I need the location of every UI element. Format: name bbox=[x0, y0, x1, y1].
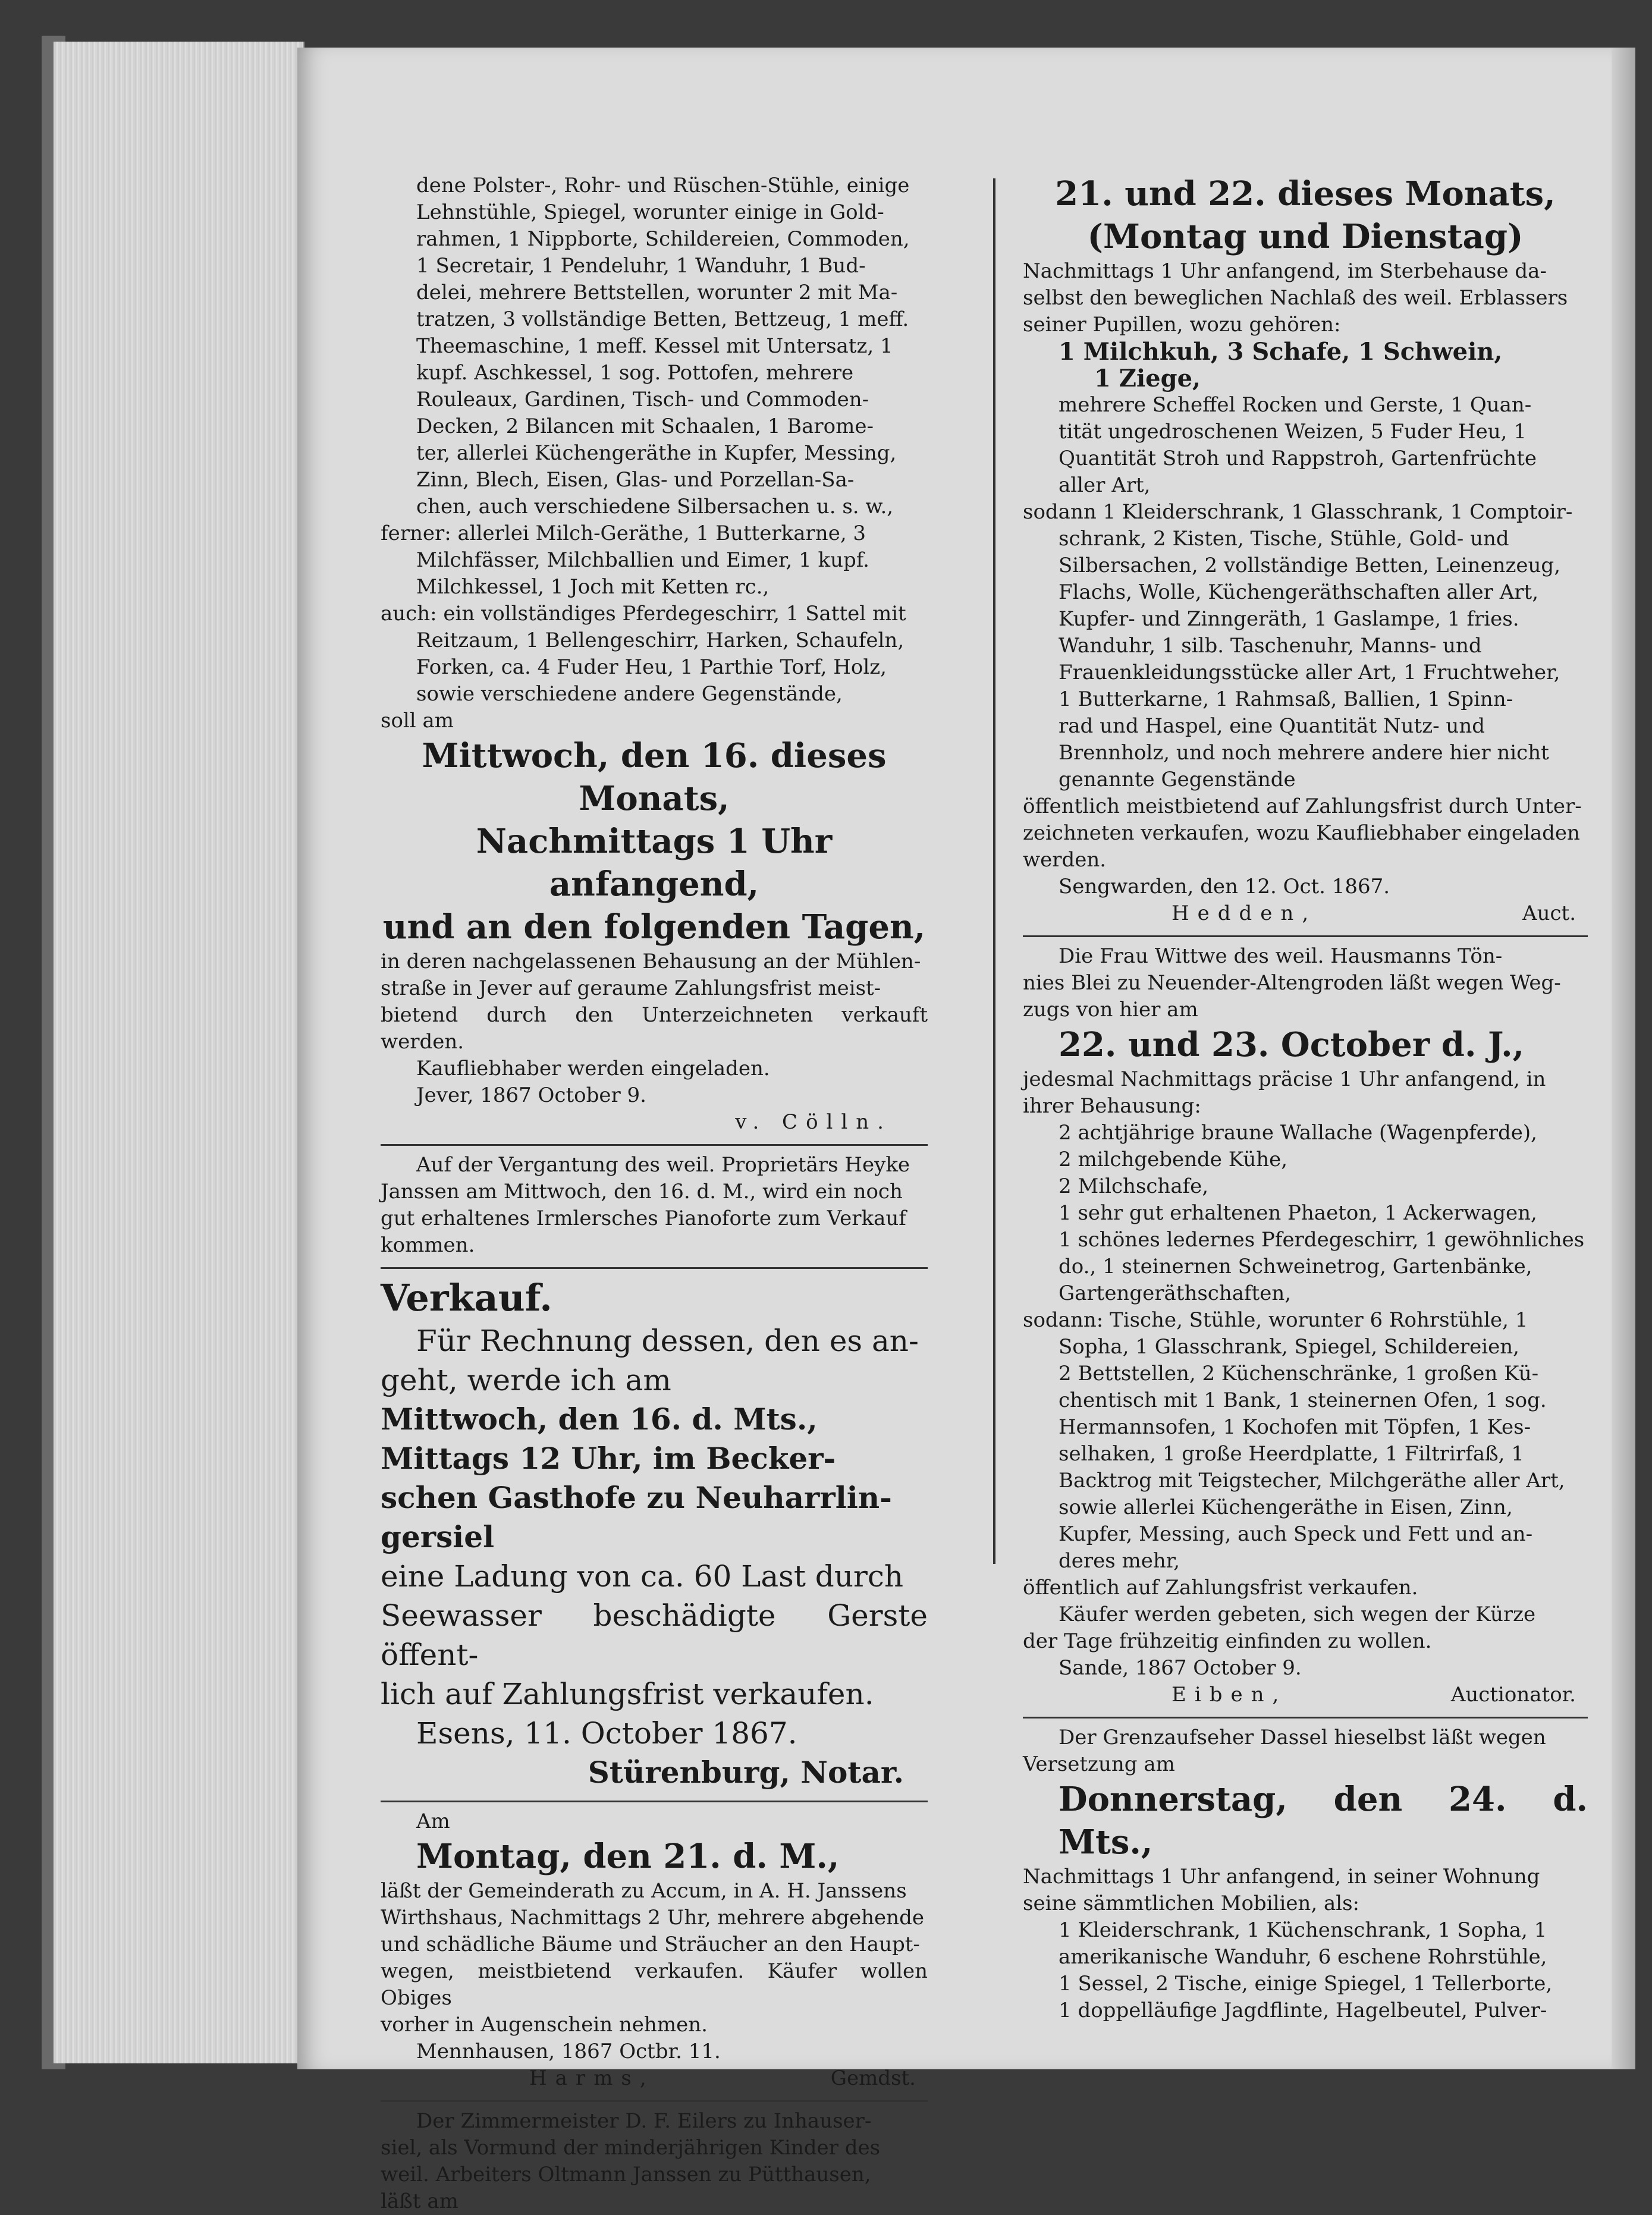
heading-line: Nachmittags 1 Uhr anfangend, bbox=[476, 822, 833, 904]
text-line: Nachmittags 1 Uhr anfangend, in seiner Wohnung bbox=[1023, 1865, 1540, 1889]
newspaper-page bbox=[297, 48, 1635, 2213]
ad-verkauf-esens bbox=[381, 1275, 928, 1792]
text-line: 1 sehr gut erhaltenen Phaeton, 1 Ackerwagen, bbox=[1059, 1201, 1537, 1225]
text-line: auch: ein vollständiges Pferdegeschirr, 1 Sattel mit bbox=[381, 602, 906, 626]
text-line: vorher in Augenschein nehmen. bbox=[381, 2013, 708, 2037]
text-line: straße in Jever auf geraume Zahlungsfrist meist- bbox=[381, 976, 881, 1000]
text-line: Käufer werden gebeten, sich wegen der Kürze bbox=[1059, 1603, 1536, 1626]
text-line: werden. bbox=[1023, 848, 1107, 872]
heading-line: Montag, den 21. d. M., bbox=[416, 1837, 840, 1876]
text-line: lich auf Zahlungsfrist verkaufen. bbox=[381, 1677, 874, 1711]
text-line: Esens, 11. October 1867. bbox=[416, 1716, 797, 1751]
heading-line: 21. und 22. dieses Monats, bbox=[1055, 174, 1556, 213]
text-line: Jever, 1867 October 9. bbox=[416, 1083, 646, 1107]
text-line: öffentlich auf Zahlungsfrist verkaufen. bbox=[1023, 1576, 1418, 1600]
column-divider bbox=[993, 178, 995, 1564]
signature-title: Auctionator. bbox=[1450, 1683, 1576, 1707]
signature-row bbox=[1023, 1682, 1588, 1708]
text-line: Wirthshaus, Nachmittags 2 Uhr, mehrere abgehende bbox=[381, 1906, 924, 1930]
heading-line: Donnerstag, den 24. d. Mts., bbox=[1059, 1780, 1588, 1862]
ad-separator bbox=[381, 1801, 928, 1802]
left-column bbox=[381, 172, 928, 2215]
text-line: aller Art, bbox=[1059, 473, 1151, 497]
text-line: rad und Haspel, eine Quantität Nutz- und bbox=[1059, 714, 1485, 738]
signature-name: Eiben, bbox=[1172, 1683, 1287, 1707]
ad-accum-trees bbox=[381, 1808, 928, 2092]
text-line: delei, mehrere Bettstellen, worunter 2 mit Ma- bbox=[416, 281, 898, 304]
text-line: 1 Kleiderschrank, 1 Küchenschrank, 1 Sopha, 1 bbox=[1059, 1918, 1547, 1942]
ad-dassel bbox=[1023, 1724, 1588, 2024]
text-line: Quantität Stroh und Rappstroh, Gartenfrüchte bbox=[1059, 447, 1537, 470]
heading-line: Mittags 12 Uhr, im Becker- bbox=[381, 1441, 836, 1476]
right-column bbox=[1023, 172, 1588, 2024]
text-line: Sande, 1867 October 9. bbox=[1059, 1656, 1302, 1680]
text-line: öffentlich meistbietend auf Zahlungsfrist durch Unter- bbox=[1023, 794, 1582, 818]
ad-separator bbox=[1023, 1717, 1588, 1718]
text-line: geht, werde ich am bbox=[381, 1363, 671, 1397]
text-line: weil. Arbeiters Oltmann Janssen zu Pütthausen, bbox=[381, 2163, 871, 2186]
text-line: kupf. Aschkessel, 1 sog. Pottofen, mehrere bbox=[416, 361, 854, 385]
text-line: ter, allerlei Küchengeräthe in Kupfer, Messing, bbox=[416, 441, 897, 465]
signature: Stürenburg, Notar. bbox=[588, 1755, 904, 1790]
text-line: jedesmal Nachmittags präcise 1 Uhr anfangend, in bbox=[1023, 1067, 1546, 1091]
ad1-date-heading bbox=[1023, 172, 1588, 258]
heading-line: gersiel bbox=[381, 1519, 495, 1554]
ad1-items bbox=[381, 172, 928, 520]
items bbox=[1023, 1917, 1588, 2024]
text-line: Hermannsofen, 1 Kochofen mit Töpfen, 1 Kes- bbox=[1059, 1415, 1531, 1439]
text-line: Seewasser beschädigte Gerste öffent- bbox=[381, 1598, 928, 1672]
text-line: Gartengeräthschaften, bbox=[1059, 1281, 1292, 1305]
text-line: Der Grenzaufseher Dassel hieselbst läßt wegen bbox=[1059, 1726, 1546, 1749]
text-line: selbst den beweglichen Nachlaß des weil. Erblassers bbox=[1023, 286, 1568, 310]
text-line: selhaken, 1 große Heerdplatte, 1 Filtrirfaß, 1 bbox=[1059, 1442, 1524, 1466]
animals bbox=[1023, 338, 1588, 392]
text-line: genannte Gegenstände bbox=[1059, 768, 1296, 791]
text-line: Zinn, Blech, Eisen, Glas- und Porzellan-Sa- bbox=[416, 468, 855, 492]
text-line: Reitzaum, 1 Bellengeschirr, Harken, Schaufeln, bbox=[416, 629, 904, 652]
signature-row bbox=[381, 2065, 928, 2092]
text-line: 1 Secretair, 1 Pendeluhr, 1 Wanduhr, 1 Bud- bbox=[416, 254, 866, 278]
text-line: Nachmittags 1 Uhr anfangend, im Sterbehause da- bbox=[1023, 259, 1547, 283]
ad-pianoforte bbox=[381, 1152, 928, 1259]
text-line: Kupfer, Messing, auch Speck und Fett und an- bbox=[1059, 1522, 1533, 1546]
text-line: siel, als Vormund der minderjährigen Kinder des bbox=[381, 2136, 881, 2160]
text-line: deres mehr, bbox=[1059, 1549, 1180, 1573]
text-line: kommen. bbox=[381, 1233, 475, 1257]
text-line: ihrer Behausung: bbox=[1023, 1094, 1201, 1118]
text-line: Forken, ca. 4 Fuder Heu, 1 Parthie Torf, Holz, bbox=[416, 655, 887, 679]
text-line: schrank, 2 Kisten, Tische, Stühle, Gold- und bbox=[1059, 527, 1509, 551]
text-line: ferner: allerlei Milch-Geräthe, 1 Butterkarne, 3 bbox=[381, 521, 866, 545]
text-line: Mennhausen, 1867 Octbr. 11. bbox=[416, 2040, 721, 2063]
items bbox=[1023, 392, 1588, 499]
text-line: soll am bbox=[381, 709, 454, 733]
text-line: rahmen, 1 Nippborte, Schildereien, Commoden, bbox=[416, 227, 910, 251]
text-line: läßt am bbox=[381, 2189, 458, 2213]
heading-line: (Montag und Dienstag) bbox=[1087, 217, 1524, 256]
ad-neuender bbox=[1023, 943, 1588, 1708]
text-line: 1 Sessel, 2 Tische, einige Spiegel, 1 Tellerborte, bbox=[1059, 1972, 1553, 1996]
text-line: sodann: Tische, Stühle, worunter 6 Rohrstühle, 1 bbox=[1023, 1308, 1528, 1332]
text-line: Der Zimmermeister D. F. Eilers zu Inhauser- bbox=[416, 2109, 872, 2133]
text-line: dene Polster-, Rohr- und Rüschen-Stühle, einige bbox=[416, 174, 910, 197]
text-line: Decken, 2 Bilancen mit Schaalen, 1 Barome- bbox=[416, 414, 874, 438]
text-line: seine sämmtlichen Mobilien, als: bbox=[1023, 1892, 1359, 1915]
text-line: und schädliche Bäume und Sträucher an den Haupt- bbox=[381, 1933, 920, 1956]
text-line: Rouleaux, Gardinen, Tisch- und Commoden- bbox=[416, 388, 869, 411]
text-line: Am bbox=[416, 1809, 450, 1833]
text-line: 1 Milchkuh, 3 Schafe, 1 Schwein, bbox=[1059, 338, 1503, 366]
text-line: chentisch mit 1 Bank, 1 steinernen Ofen, 1 sog. bbox=[1059, 1388, 1547, 1412]
text-line: läßt der Gemeinderath zu Accum, in A. H. Janssens bbox=[381, 1879, 907, 1903]
text-line: gut erhaltenes Irmlersches Pianoforte zum Verkauf bbox=[381, 1207, 906, 1230]
text-line: Kaufliebhaber werden eingeladen. bbox=[416, 1057, 770, 1080]
text-line: Kupfer- und Zinngeräth, 1 Gaslampe, 1 fries. bbox=[1059, 607, 1519, 631]
text-line: Theemaschine, 1 meff. Kessel mit Untersatz, 1 bbox=[416, 334, 893, 358]
text-line: amerikanische Wanduhr, 6 eschene Rohrstühle, bbox=[1059, 1945, 1547, 1969]
ad1-date-heading bbox=[381, 734, 928, 948]
signature-row bbox=[1023, 900, 1588, 927]
text-line: eine Ladung von ca. 60 Last durch bbox=[381, 1559, 904, 1594]
text-line: Sopha, 1 Glasschrank, Spiegel, Schildereien, bbox=[1059, 1335, 1519, 1359]
signature-title: Gemdst. bbox=[830, 2066, 916, 2090]
signature-title: Auct. bbox=[1522, 901, 1576, 925]
ad-separator bbox=[381, 1144, 928, 1146]
ad-title: Verkauf. bbox=[381, 1276, 552, 1319]
signature-name: Harms, bbox=[529, 2066, 655, 2090]
text-line: zeichneten verkaufen, wozu Kaufliebhaber eingeladen bbox=[1023, 821, 1580, 845]
text-line: Die Frau Wittwe des weil. Hausmanns Tön- bbox=[1059, 944, 1503, 968]
text-line: do., 1 steinernen Schweinetrog, Gartenbänke, bbox=[1059, 1255, 1532, 1278]
text-line: nies Blei zu Neuender-Altengroden läßt wegen Weg- bbox=[1023, 971, 1561, 995]
ad-separator bbox=[381, 1267, 928, 1269]
ad1-ferner bbox=[381, 520, 928, 601]
text-line: wegen, meistbietend verkaufen. Käufer wollen Obiges bbox=[381, 1959, 928, 2010]
text-line: 1 Ziege, bbox=[1094, 365, 1201, 392]
text-line: Auf der Vergantung des weil. Proprietärs Heyke bbox=[416, 1153, 910, 1177]
text-line: Für Rechnung dessen, den es an- bbox=[416, 1324, 919, 1358]
text-line: sodann 1 Kleiderschrank, 1 Glasschrank, 1 Comptoir- bbox=[1023, 500, 1573, 524]
text-line: 1 schönes ledernes Pferdegeschirr, 1 gewöhnliches bbox=[1059, 1228, 1585, 1252]
text-line: Silbersachen, 2 vollständige Betten, Leinenzeug, bbox=[1059, 554, 1561, 577]
text-line: Frauenkleidungsstücke aller Art, 1 Fruchtweher, bbox=[1059, 661, 1560, 684]
text-line: in deren nachgelassenen Behausung an der Mühlen- bbox=[381, 950, 921, 973]
signature-name: Hedden, bbox=[1172, 901, 1317, 925]
text-line: zugs von hier am bbox=[1023, 998, 1198, 1022]
text-line: Lehnstühle, Spiegel, worunter einige in Gold- bbox=[416, 200, 884, 224]
text-line: 2 Bettstellen, 2 Küchenschränke, 1 großen Kü- bbox=[1059, 1362, 1539, 1385]
text-line: bietend durch den Unterzeichneten verkauft werden. bbox=[381, 1003, 928, 1054]
text-line: sowie allerlei Küchengeräthe in Eisen, Zinn, bbox=[1059, 1495, 1513, 1519]
text-line: chen, auch verschiedene Silbersachen u. s. w., bbox=[416, 495, 894, 519]
items bbox=[1023, 1120, 1588, 1307]
ad-eilers bbox=[381, 2108, 928, 2215]
text-line: 2 Milchschafe, bbox=[1059, 1174, 1209, 1198]
ad-sengwarden bbox=[1023, 172, 1588, 927]
heading-line: Mittwoch, den 16. dieses Monats, bbox=[422, 736, 887, 818]
text-line: Milchkessel, 1 Joch mit Ketten rc., bbox=[416, 575, 770, 599]
text-line: Brennholz, und noch mehrere andere hier nicht bbox=[1059, 741, 1549, 765]
heading-line: 22. und 23. October d. J., bbox=[1059, 1025, 1525, 1064]
text-line: tratzen, 3 vollständige Betten, Bettzeug, 1 meff. bbox=[416, 307, 909, 331]
page-gutter bbox=[1612, 48, 1635, 2069]
text-line: mehrere Scheffel Rocken und Gerste, 1 Quan- bbox=[1059, 393, 1532, 417]
sodann bbox=[1023, 1307, 1588, 1575]
text-line: 2 milchgebende Kühe, bbox=[1059, 1148, 1288, 1171]
text-line: Sengwarden, den 12. Oct. 1867. bbox=[1059, 875, 1390, 898]
text-line: Milchfässer, Milchballien und Eimer, 1 kupf. bbox=[416, 548, 869, 572]
ad-separator bbox=[1023, 935, 1588, 937]
ad1-auch bbox=[381, 601, 928, 708]
text-line: 1 Butterkarne, 1 Rahmsaß, Ballien, 1 Spinn- bbox=[1059, 687, 1513, 711]
text-line: Backtrog mit Teigstecher, Milchgeräthe aller Art, bbox=[1059, 1469, 1565, 1493]
text-line: tität ungedroschenen Weizen, 5 Fuder Heu, 1 bbox=[1059, 420, 1527, 444]
text-line: Versetzung am bbox=[1023, 1752, 1175, 1776]
text-line: sowie verschiedene andere Gegenstände, bbox=[416, 682, 843, 706]
text-line: seiner Pupillen, wozu gehören: bbox=[1023, 313, 1341, 337]
text-line: Flachs, Wolle, Küchengeräthschaften aller Art, bbox=[1059, 580, 1539, 604]
sodann bbox=[1023, 499, 1588, 793]
heading-line: schen Gasthofe zu Neuharrlin- bbox=[381, 1480, 892, 1515]
text-line: 2 achtjährige braune Wallache (Wagenpferde), bbox=[1059, 1121, 1537, 1145]
text-line: Wanduhr, 1 silb. Taschenuhr, Manns- und bbox=[1059, 634, 1482, 658]
text-line: Janssen am Mittwoch, den 16. d. M., wird ein noch bbox=[381, 1180, 903, 1204]
heading-line: und an den folgenden Tagen, bbox=[382, 907, 926, 947]
heading-line: Mittwoch, den 16. d. Mts., bbox=[381, 1402, 818, 1437]
signature: v. Cölln. bbox=[735, 1110, 892, 1134]
text-line: der Tage frühzeitig einfinden zu wollen. bbox=[1023, 1629, 1432, 1653]
ad-auction-jever bbox=[381, 172, 928, 1136]
text-line: 1 doppelläufige Jagdflinte, Hagelbeutel, Pulver- bbox=[1059, 1999, 1547, 2022]
book-page-edges bbox=[54, 42, 304, 2063]
